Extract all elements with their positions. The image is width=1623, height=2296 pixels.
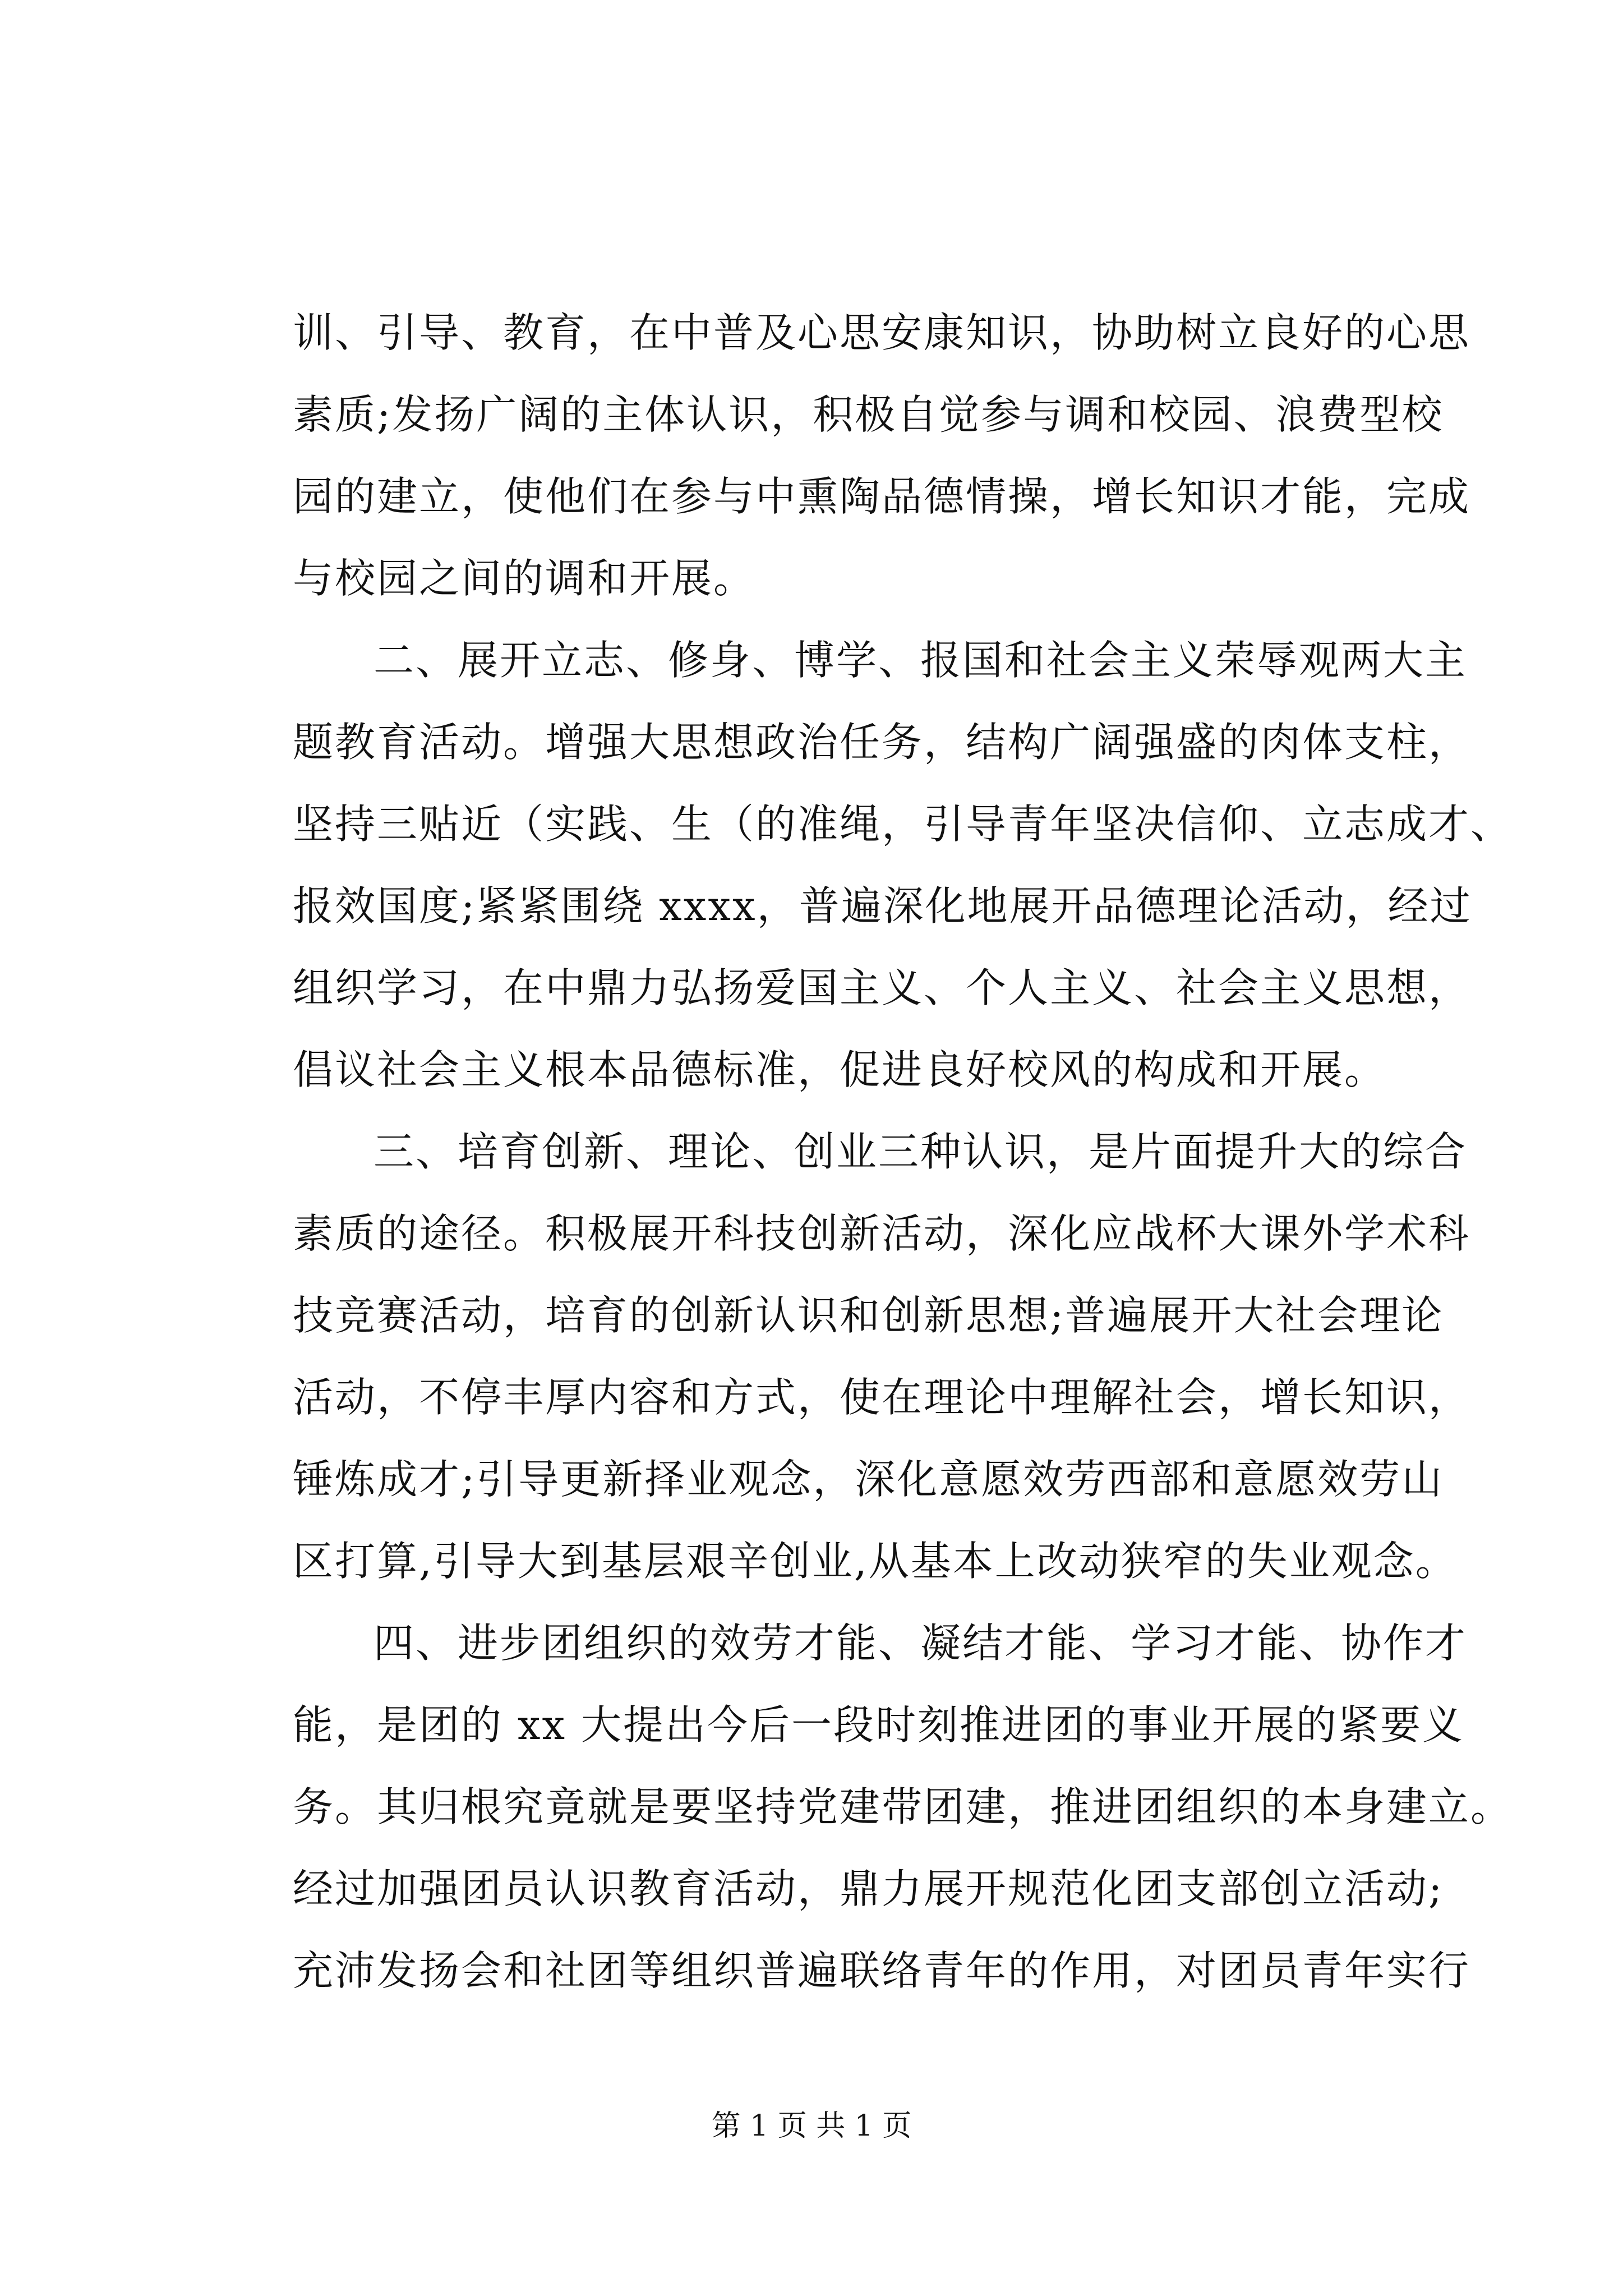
page-footer [0,2106,1623,2146]
text-line: 充沛发扬会和社团等组织普遍联络青年的作用，对团员青年实行 [293,1947,1471,1994]
paragraph-start-line: 四、进步团组织的效劳才能、凝结才能、学习才能、协作才 [374,1619,1468,1667]
page-number-label: 第 1 页 共 1 页 [711,2109,912,2143]
text-line: 务。其归根究竟就是要坚持党建带团建，推进团组织的本身建立。 [293,1783,1513,1830]
text-line: 园的建立，使他们在参与中熏陶品德情操，增长知识才能，完成 [293,473,1471,520]
text-line: 活动，不停丰厚内容和方式，使在理论中理解社会，增长知识， [293,1374,1471,1421]
text-line: 倡议社会主义根本品德标准，促进良好校风的构成和开展。 [293,1046,1387,1093]
document-body [293,292,1513,2012]
text-line: 坚持三贴近（实践、生（的准绳，引导青年坚决信仰、立志成才、 [293,800,1513,848]
text-line: 区打算,引导大到基层艰辛创业,从基本上改动狭窄的失业观念。 [293,1538,1458,1585]
text-line: 与校园之间的调和开展。 [293,555,756,602]
text-line: 经过加强团员认识教育活动，鼎力展开规范化团支部创立活动; [293,1865,1444,1912]
text-line: 素质的途径。积极展开科技创新活动，深化应战杯大课外学术科 [293,1210,1471,1257]
text-line: 技竞赛活动，培育的创新认识和创新思想;普遍展开大社会理论 [293,1292,1444,1339]
text-line: 报效国度;紧紧围绕 xxxx，普遍深化地展开品德理论活动，经过 [293,882,1472,930]
text-line: 素质;发扬广阔的主体认识，积极自觉参与调和校园、浪费型校 [293,391,1444,438]
text-line: 题教育活动。增强大思想政治任务，结构广阔强盛的肉体支柱， [293,719,1471,766]
text-line: 训、引导、教育，在中普及心思安康知识，协助树立良好的心思 [293,309,1471,356]
paragraph-start-line: 二、展开立志、修身、博学、报国和社会主义荣辱观两大主 [374,637,1468,684]
paragraph-start-line: 三、培育创新、理论、创业三种认识，是片面提升大的综合 [374,1128,1468,1175]
text-line: 锤炼成才;引导更新择业观念，深化意愿效劳西部和意愿效劳山 [293,1456,1444,1503]
text-line: 组织学习，在中鼎力弘扬爱国主义、个人主义、社会主义思想， [293,964,1471,1011]
text-line: 能，是团的 xx 大提出今后一段时刻推进团的事业开展的紧要义 [293,1701,1464,1749]
